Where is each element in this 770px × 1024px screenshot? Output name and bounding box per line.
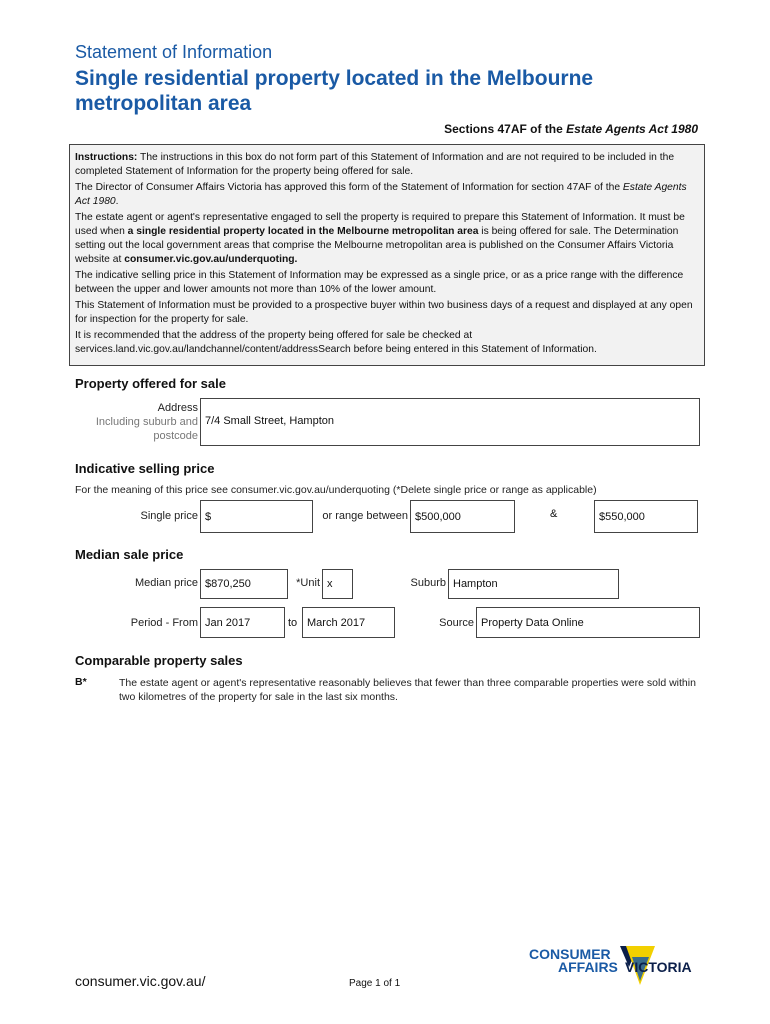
median-price-value: $870,250 bbox=[205, 578, 251, 590]
page-title bbox=[75, 66, 715, 116]
logo-word-affairs: AFFAIRS bbox=[558, 959, 618, 975]
instructions-text-3a: The estate agent or agent's representative engaged to sell the property is required to prepare this Statement of Information. It must be used when bbox=[75, 211, 685, 237]
source-value: Property Data Online bbox=[481, 616, 584, 629]
sections-act: Estate Agents Act 1980 bbox=[566, 122, 698, 136]
suburb-field[interactable] bbox=[448, 569, 619, 599]
page-number: Page 1 of 1 bbox=[349, 978, 401, 989]
instructions-act: Estate Agents Act 1980 bbox=[75, 181, 687, 208]
address-value: 7/4 Small Street, Hampton bbox=[205, 415, 335, 427]
instructions-para-1 bbox=[75, 151, 696, 180]
range-low-value: $500,000 bbox=[415, 510, 461, 523]
comparable-statement: The estate agent or agent's representative reasonably believes that fewer than three comparable properties were sold within two kilometres of the property for sale in the last six months. bbox=[119, 677, 696, 703]
instructions-text-2: The Director of Consumer Affairs Victoria has approved this form of the Statement of Information for section 47AF of the bbox=[75, 181, 623, 193]
sections-prefix: Sections 47AF of the bbox=[444, 122, 567, 136]
logo-word-victoria: VICTORIA bbox=[625, 959, 692, 975]
source-field[interactable] bbox=[476, 607, 700, 638]
instructions-text-3b: a single residential property located in the Melbourne metropolitan area bbox=[127, 225, 479, 237]
form-kicker: Statement of Information bbox=[75, 42, 273, 62]
instructions-para-6: It is recommended that the address of the property being offered for sale be checked at services.land.vic.gov.au/landchannel/content/addressSearch before being entered in this Statement of Information. bbox=[75, 329, 597, 355]
median-price-field[interactable] bbox=[200, 569, 288, 599]
single-price-value: $ bbox=[205, 510, 212, 523]
address-label bbox=[80, 401, 198, 443]
period-to-value: March 2017 bbox=[307, 616, 366, 629]
range-high-value: $550,000 bbox=[599, 510, 645, 523]
unit-label: *Unit bbox=[296, 577, 320, 589]
address-label-2: Including suburb and bbox=[95, 416, 198, 428]
suburb-label: Suburb bbox=[410, 577, 446, 589]
suburb-value: Hampton bbox=[453, 578, 498, 590]
instructions-para-4: The indicative selling price in this Statement of Information may be expressed as a single price, or as a price range with the difference between the upper and lower amounts not more than 10% of the lower amount. bbox=[75, 269, 684, 296]
instructions-para-2 bbox=[75, 181, 696, 210]
price-heading: Indicative selling price bbox=[75, 461, 215, 476]
unit-value: x bbox=[327, 578, 333, 590]
period-from-field[interactable] bbox=[200, 607, 285, 638]
address-field[interactable] bbox=[200, 398, 700, 446]
logo-word-consumer: CONSUMER bbox=[529, 946, 611, 962]
instructions-text-2-end: . bbox=[115, 196, 119, 208]
range-ampersand: & bbox=[550, 508, 558, 520]
instructions-text-3c: is being offered for sale. The Determination setting out the local government areas that comprise the Melbourne metropolitan area is published on the Consumer Affairs Victoria website at bbox=[75, 225, 679, 266]
instructions-link: consumer.vic.gov.au/underquoting. bbox=[124, 254, 298, 266]
title-line-1: Single residential property located in the Melbourne bbox=[75, 67, 594, 90]
range-high-field[interactable] bbox=[594, 500, 698, 533]
median-heading: Median sale price bbox=[75, 547, 184, 562]
comparable-heading: Comparable property sales bbox=[75, 653, 243, 668]
period-to-field[interactable] bbox=[302, 607, 395, 638]
instructions-para-5: This Statement of Information must be provided to a prospective buyer within two business days of a request and displayed at any open for inspection for the property for sale. bbox=[75, 299, 693, 326]
address-label-3: postcode bbox=[153, 430, 198, 442]
property-heading: Property offered for sale bbox=[75, 376, 226, 391]
single-price-label: Single price bbox=[140, 510, 198, 522]
title-line-2: metropolitan area bbox=[75, 92, 252, 115]
single-price-field[interactable] bbox=[200, 500, 313, 533]
period-from-value: Jan 2017 bbox=[205, 616, 251, 629]
sections-reference bbox=[444, 122, 698, 136]
price-note: For the meaning of this price see consumer.vic.gov.au/underquoting (*Delete single price or range as applicable) bbox=[75, 484, 597, 496]
instructions-box bbox=[69, 144, 705, 366]
address-label-1: Address bbox=[157, 402, 198, 414]
footer-url: consumer.vic.gov.au/ bbox=[75, 973, 206, 989]
range-low-field[interactable] bbox=[410, 500, 515, 533]
consumer-affairs-victoria-logo bbox=[527, 943, 702, 987]
instructions-text-1: The instructions in this box do not form part of this Statement of Information and are not required to be included in the completed Statement of Information for the property being offered for sale. bbox=[75, 152, 675, 178]
period-from-label: Period - From bbox=[130, 617, 198, 629]
instructions-label: Instructions: bbox=[75, 152, 138, 163]
instructions-para-3 bbox=[75, 211, 696, 268]
source-label: Source bbox=[439, 617, 474, 629]
period-to-label: to bbox=[288, 617, 298, 629]
range-label: or range between bbox=[322, 510, 408, 522]
unit-field[interactable] bbox=[322, 569, 353, 599]
comparable-option: B* bbox=[75, 676, 87, 688]
median-price-label: Median price bbox=[135, 577, 198, 589]
